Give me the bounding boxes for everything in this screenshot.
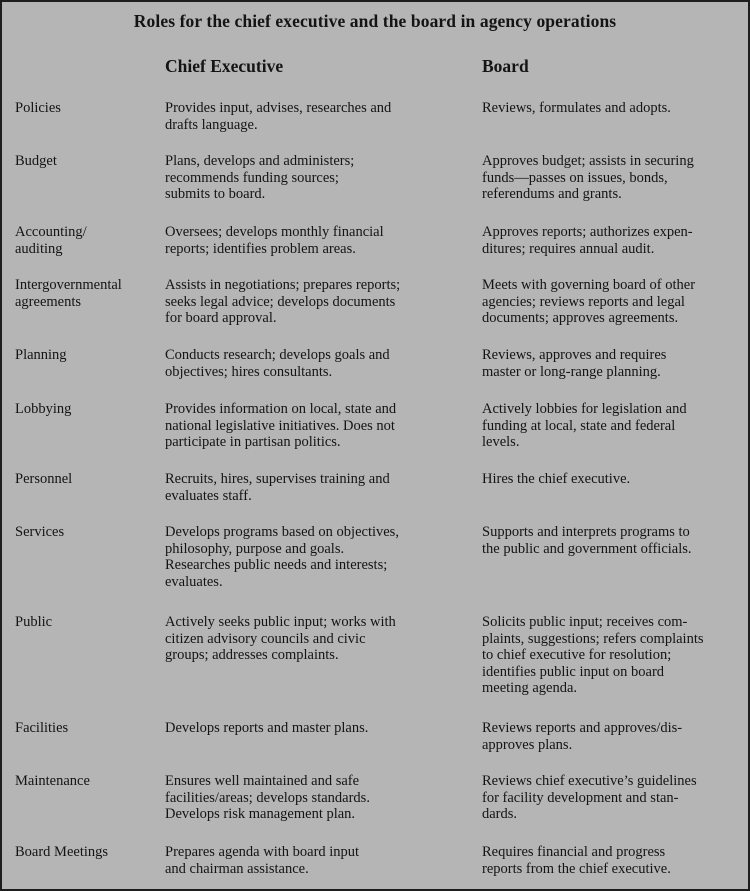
board-role <box>482 347 747 380</box>
text-line: evaluates. <box>165 573 223 590</box>
text-line: Lobbying <box>15 401 72 417</box>
board-role <box>482 153 747 203</box>
text-line: to chief executive for resolution; <box>482 647 672 663</box>
text-line: Board Meetings <box>15 844 109 860</box>
text-line: Meets with governing board of other <box>482 277 696 293</box>
chief-executive-role <box>165 524 465 590</box>
chief-executive-role <box>165 773 465 823</box>
text-line: recommends funding sources; <box>165 169 339 186</box>
text-line: and chairman assistance. <box>165 860 309 877</box>
text-line: plaints, suggestions; refers complaints <box>482 630 704 647</box>
text-line: Solicits public input; receives com- <box>482 614 688 630</box>
chief-executive-role <box>165 277 465 327</box>
text-line: Actively lobbies for legislation and <box>482 401 687 417</box>
column-header-chief-executive: Chief Executive <box>165 56 284 76</box>
text-line: Maintenance <box>15 773 90 789</box>
text-line: Budget <box>15 153 57 169</box>
text-line: Reviews chief executive’s guidelines <box>482 773 697 789</box>
row-category <box>15 224 165 257</box>
text-line: Hires the chief executive. <box>482 471 631 487</box>
text-line: Services <box>15 524 65 540</box>
text-line: Personnel <box>15 471 73 487</box>
text-line: Provides information on local, state and <box>165 401 397 417</box>
text-line: evaluates staff. <box>165 487 252 504</box>
text-line: documents; approves agreements. <box>482 310 679 326</box>
text-line: Actively seeks public input; works with <box>165 614 396 630</box>
board-role <box>482 100 747 117</box>
text-line: Facilities <box>15 720 69 736</box>
text-line: submits to board. <box>165 186 266 202</box>
text-line: master or long-range planning. <box>482 363 661 380</box>
text-line: approves plans. <box>482 736 573 753</box>
text-line: Researches public needs and interests; <box>165 557 388 573</box>
row-category <box>15 100 165 117</box>
text-line: referendums and grants. <box>482 186 622 202</box>
text-line: funding at local, state and federal <box>482 417 676 434</box>
row-category <box>15 524 165 541</box>
text-line: seeks legal advice; develops documents <box>165 293 396 310</box>
text-line: Oversees; develops monthly financial <box>165 224 384 240</box>
row-category <box>15 844 165 861</box>
text-line: agreements <box>15 293 82 310</box>
text-line: Prepares agenda with board input <box>165 844 360 860</box>
text-line: Approves budget; assists in securing <box>482 153 694 169</box>
row-category <box>15 153 165 170</box>
text-line: groups; addresses complaints. <box>165 647 339 663</box>
text-line: citizen advisory councils and civic <box>165 630 366 647</box>
text-line: reports from the chief executive. <box>482 860 671 877</box>
row-category <box>15 347 165 364</box>
text-line: for facility development and stan- <box>482 789 679 806</box>
text-line: identifies public input on board <box>482 663 665 680</box>
text-line: auditing <box>15 240 63 257</box>
text-line: national legislative initiatives. Does not <box>165 417 395 434</box>
chief-executive-role <box>165 347 465 380</box>
text-line: Requires financial and progress <box>482 844 666 860</box>
text-line: reports; identifies problem areas. <box>165 240 356 257</box>
column-header-board: Board <box>482 56 529 76</box>
text-line: Develops programs based on objectives, <box>165 524 399 540</box>
text-line: Develops risk management plan. <box>165 806 356 822</box>
text-line: meeting agenda. <box>482 680 578 696</box>
text-line: Recruits, hires, supervises training and <box>165 471 390 487</box>
text-line: facilities/areas; develops standards. <box>165 789 370 806</box>
text-line: Intergovernmental <box>15 277 122 293</box>
chief-executive-role <box>165 614 465 664</box>
board-role <box>482 524 747 557</box>
chief-executive-role <box>165 224 465 257</box>
row-category <box>15 401 165 418</box>
text-line: for board approval. <box>165 310 277 326</box>
text-line: Reviews, formulates and adopts. <box>482 100 671 116</box>
text-line: Plans, develops and administers; <box>165 153 355 169</box>
text-line: Develops reports and master plans. <box>165 720 369 736</box>
row-category <box>15 471 165 488</box>
text-line: participate in partisan politics. <box>165 434 341 450</box>
board-role <box>482 720 747 753</box>
text-line: dards. <box>482 806 518 822</box>
board-role <box>482 773 747 823</box>
text-line: Planning <box>15 347 67 363</box>
chief-executive-role <box>165 153 465 203</box>
text-line: Supports and interprets programs to <box>482 524 690 540</box>
chief-executive-role <box>165 844 465 877</box>
text-line: philosophy, purpose and goals. <box>165 540 345 557</box>
text-line: levels. <box>482 434 520 450</box>
chief-executive-role <box>165 401 465 451</box>
text-line: Assists in negotiations; prepares reports; <box>165 277 401 293</box>
text-line: Conducts research; develops goals and <box>165 347 390 363</box>
text-line: Ensures well maintained and safe <box>165 773 360 789</box>
board-role <box>482 401 747 451</box>
text-line: drafts language. <box>165 116 258 133</box>
text-line: ditures; requires annual audit. <box>482 240 655 257</box>
row-category <box>15 614 165 631</box>
board-role <box>482 224 747 257</box>
board-role <box>482 844 747 877</box>
board-role <box>482 471 747 488</box>
text-line: funds—passes on issues, bonds, <box>482 169 668 186</box>
chief-executive-role <box>165 471 465 504</box>
text-line: Provides input, advises, researches and <box>165 100 392 116</box>
board-role <box>482 614 747 697</box>
board-role <box>482 277 747 327</box>
text-line: Public <box>15 614 53 630</box>
text-line: Reviews reports and approves/dis- <box>482 720 683 736</box>
text-line: the public and government officials. <box>482 540 692 557</box>
text-line: Policies <box>15 100 61 116</box>
row-category <box>15 720 165 737</box>
text-line: Reviews, approves and requires <box>482 347 667 363</box>
text-line: Approves reports; authorizes expen- <box>482 224 693 240</box>
row-category <box>15 773 165 790</box>
text-line: objectives; hires consultants. <box>165 363 333 380</box>
text-line: Accounting/ <box>15 224 87 240</box>
row-category <box>15 277 165 310</box>
document-title: Roles for the chief executive and the board in agency operations <box>133 11 617 31</box>
chief-executive-role <box>165 100 465 133</box>
chief-executive-role <box>165 720 465 737</box>
text-line: agencies; reviews reports and legal <box>482 293 685 310</box>
